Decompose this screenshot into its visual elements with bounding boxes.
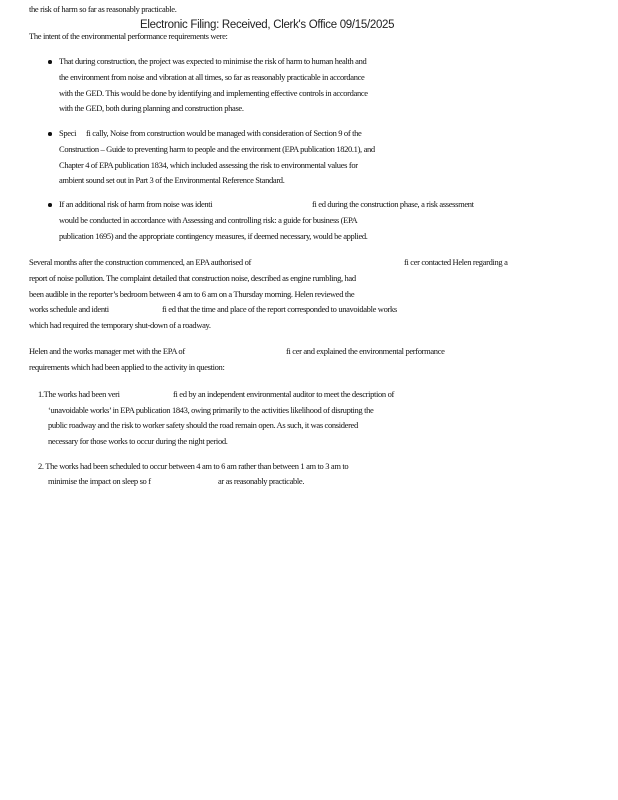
carryover-line: the risk of harm so far as reasonably practicable.	[29, 4, 177, 14]
bullet-1-line-2: the environment from noise and vibration at all times, so far as reasonably practicable in accordance	[59, 72, 365, 82]
bullet-2-line-3: Chapter 4 of EPA publication 1834, which included assessing the risk to environmental values for	[59, 160, 358, 170]
bullet-1-line-1: That during construction, the project was expected to minimise the risk of harm to human health and	[59, 56, 367, 66]
para3-line-1b: fi cer and explained the environmental performance	[286, 346, 445, 356]
para2-line-5: which had required the temporary shut-down of a roadway.	[29, 320, 211, 330]
bullet-2-line-2: Construction – Guide to preventing harm to people and the environment (EPA publication 1820.1), and	[59, 144, 375, 154]
bullet-3-line-1a: If an additional risk of harm from noise was identi	[59, 199, 213, 209]
bullet-3-line-1b: fi ed during the construction phase, a risk assessment	[312, 199, 474, 209]
bullet-1-line-3: with the GED. This would be done by identifying and implementing effective controls in accordance	[59, 88, 368, 98]
item-1-line-2: ‘unavoidable works’ in EPA publication 1843, owing primarily to the activities likelihood of disrupting the	[48, 405, 374, 415]
bullet-icon	[48, 132, 52, 136]
item-2-line-2a: minimise the impact on sleep so f	[48, 476, 151, 486]
para2-line-2: report of noise pollution. The complaint detailed that construction noise, described as engine rumbling, had	[29, 273, 356, 283]
item-1-line-3: public roadway and the risk to worker safety should the road remain open. As such, it was considered	[48, 420, 358, 430]
bullet-2-line-1b: fi cally, Noise from construction would be managed with consideration of Section 9 of the	[86, 128, 362, 138]
para3-line-2: requirements which had been applied to the activity in question:	[29, 362, 225, 372]
bullet-2-line-1a: Speci	[59, 128, 77, 138]
para2-line-1b: fi cer contacted Helen regarding a	[404, 257, 508, 267]
bullet-3-line-2: would be conducted in accordance with Assessing and controlling risk: a guide for business (EPA	[59, 215, 358, 225]
item-1-line-1b: fi ed by an independent environmental auditor to meet the description of	[173, 389, 394, 399]
bullet-3-line-3: publication 1695) and the appropriate contingency measures, if deemed necessary, would be applied.	[59, 231, 368, 241]
para2-line-4a: works schedule and identi	[29, 304, 109, 314]
para2-line-3: been audible in the reporter’s bedroom between 4 am to 6 am on a Thursday morning. Helen reviewed the	[29, 289, 355, 299]
item-1-line-4: necessary for those works to occur during the night period.	[48, 436, 228, 446]
bullet-1-line-4: with the GED, both during planning and construction phase.	[59, 103, 244, 113]
para3-line-1a: Helen and the works manager met with the EPA of	[29, 346, 185, 356]
bullet-2-line-4: ambient sound set out in Part 3 of the Environmental Reference Standard.	[59, 175, 285, 185]
para2-line-1a: Several months after the construction commenced, an EPA authorised of	[29, 257, 251, 267]
item-2-line-1: 2. The works had been scheduled to occur between 4 am to 6 am rather than between 1 am to 3 am to	[38, 461, 349, 471]
intro-line: The intent of the environmental performance requirements were:	[29, 31, 228, 41]
para2-line-4b: fi ed that the time and place of the report corresponded to unavoidable works	[162, 304, 397, 314]
item-1-line-1a: 1.The works had been veri	[38, 389, 120, 399]
item-2-line-2b: ar as reasonably practicable.	[218, 476, 305, 486]
bullet-icon	[48, 203, 52, 207]
filing-stamp: Electronic Filing: Received, Clerk's Office 09/15/2025	[140, 19, 395, 31]
bullet-icon	[48, 60, 52, 64]
